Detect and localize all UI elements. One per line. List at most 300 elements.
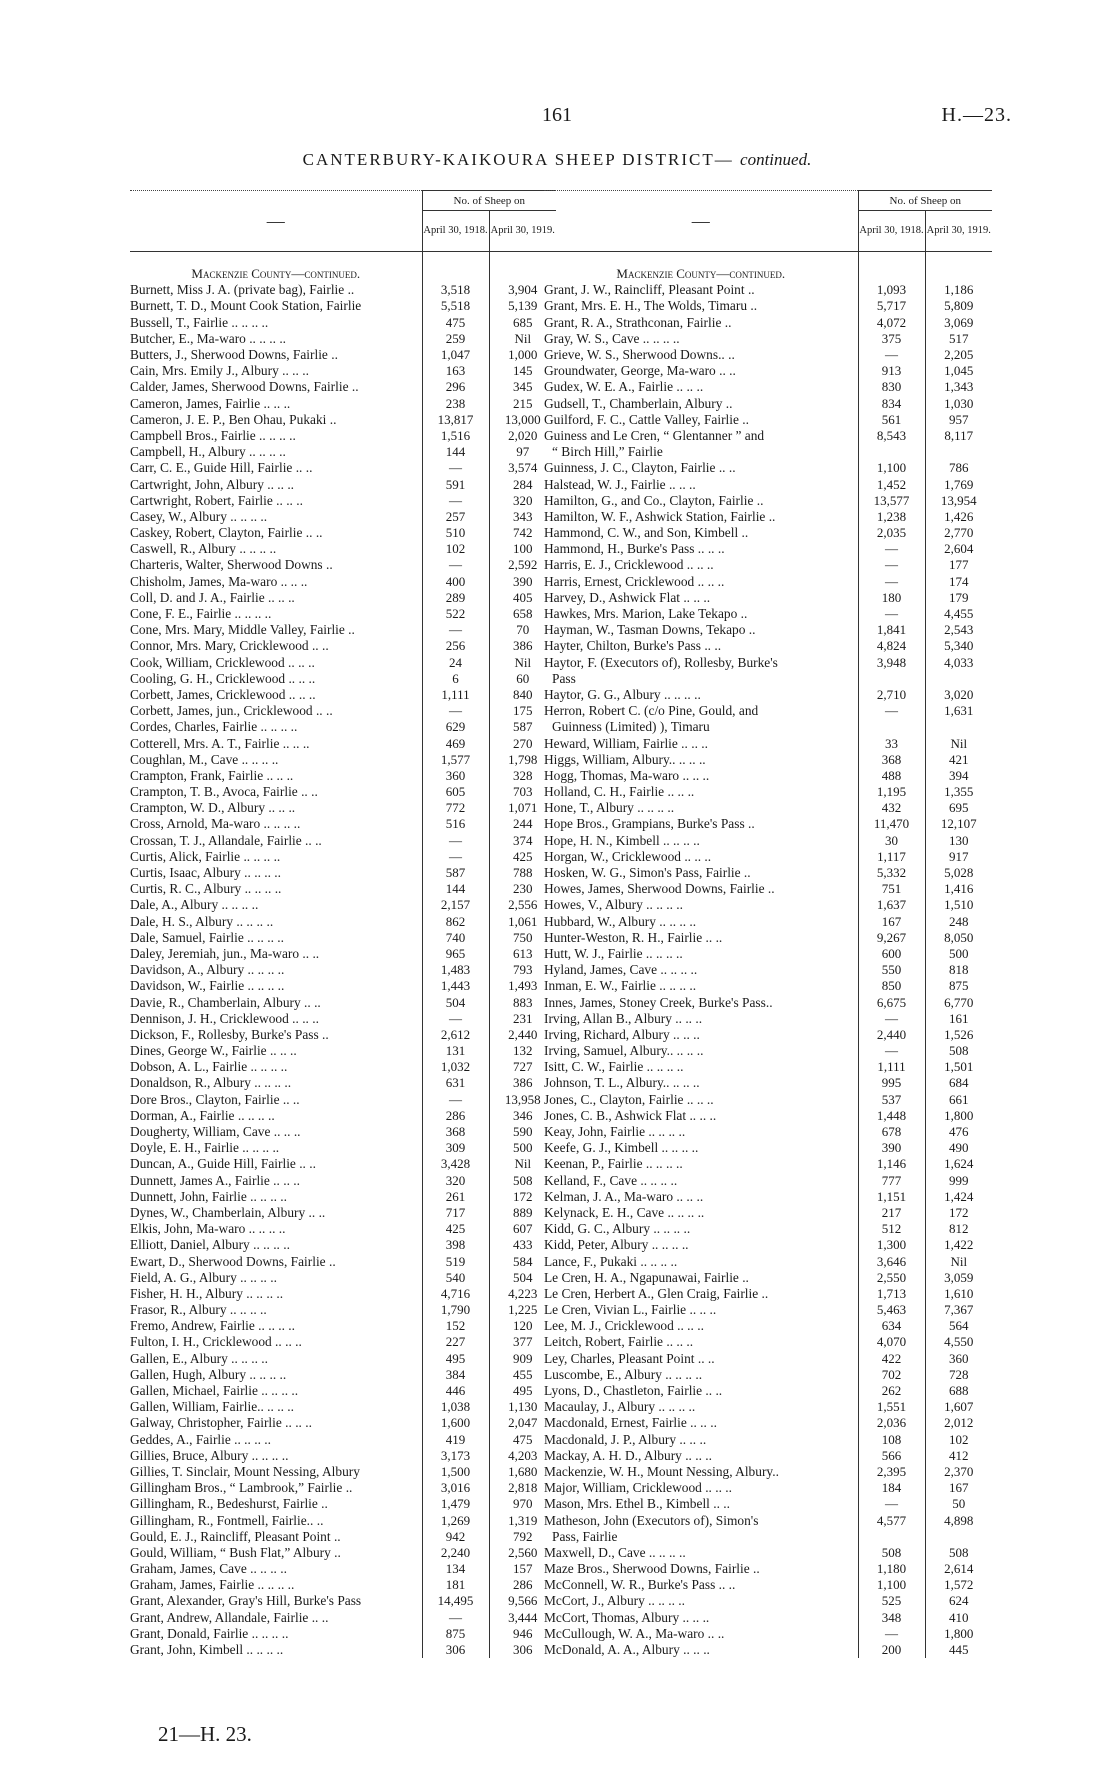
- table-row: [544, 476, 992, 492]
- owner-name: Crampton, T. B., Avoca, Fairlie .. ..: [130, 784, 318, 800]
- sheep-1919: 60: [489, 671, 556, 687]
- table-row: [544, 1189, 992, 1205]
- sheep-1918: 102: [422, 541, 489, 557]
- sheep-1919: 1,510: [925, 897, 992, 913]
- table-row: [544, 1512, 992, 1528]
- sheep-1919: Nil: [489, 1156, 556, 1172]
- sheep-1919: 1,610: [925, 1286, 992, 1302]
- sheep-1918: 3,173: [422, 1448, 489, 1464]
- sheep-1918: 400: [422, 574, 489, 590]
- table-row: [130, 800, 556, 816]
- sheep-1918: 1,100: [858, 460, 925, 476]
- sheep-1918: 1,238: [858, 509, 925, 525]
- page-reference: H.—23.: [941, 104, 1012, 126]
- sheep-1919: 685: [489, 315, 556, 331]
- owner-name: Burnett, Miss J. A. (private bag), Fairlie ..: [130, 282, 355, 298]
- sheep-1919: 215: [489, 396, 556, 412]
- sheep-1919: 840: [489, 687, 556, 703]
- sheep-1919: 3,574: [489, 460, 556, 476]
- sheep-1918: —: [422, 1092, 489, 1108]
- sheep-1919: 750: [489, 930, 556, 946]
- table-row: [544, 1173, 992, 1189]
- sheep-1918: —: [858, 1496, 925, 1512]
- sheep-1918: 600: [858, 946, 925, 962]
- sheep-1918: 9,267: [858, 930, 925, 946]
- owner-name: Ley, Charles, Pleasant Point .. ..: [544, 1350, 715, 1366]
- owner-name: Curtis, Alick, Fairlie .. .. .. ..: [130, 848, 281, 864]
- table-row: [130, 1642, 556, 1658]
- table-row: [130, 1432, 556, 1448]
- table-row: [544, 460, 992, 476]
- sheep-1918: 286: [422, 1108, 489, 1124]
- owner-name: Caskey, Robert, Clayton, Fairlie .. ..: [130, 525, 323, 541]
- sheep-1919: 508: [489, 1173, 556, 1189]
- sheep-1919: 172: [489, 1189, 556, 1205]
- owner-name: Groundwater, George, Ma-waro .. ..: [544, 363, 736, 379]
- sheep-1918: 14,495: [422, 1593, 489, 1609]
- owner-name: Gillingham, R., Fontmell, Fairlie.. ..: [130, 1512, 324, 1528]
- sheep-1918: 144: [422, 881, 489, 897]
- sheep-1918: 3,646: [858, 1253, 925, 1269]
- sheep-1918: 3,016: [422, 1480, 489, 1496]
- april-1919-header: April 30, 1919.: [925, 211, 992, 252]
- sheep-1919: 161: [925, 1011, 992, 1027]
- table-row: [544, 1642, 992, 1658]
- sheep-1919: 13,954: [925, 493, 992, 509]
- sheep-1918: 3,518: [422, 282, 489, 298]
- owner-name: Hope Bros., Grampians, Burke's Pass ..: [544, 816, 755, 832]
- owner-name: Cooling, G. H., Cricklewood .. .. ..: [130, 670, 316, 686]
- sheep-1919: 661: [925, 1092, 992, 1108]
- table-row: [544, 331, 992, 347]
- owner-name: Maze Bros., Sherwood Downs, Fairlie ..: [544, 1561, 760, 1577]
- owner-name: Hyland, James, Cave .. .. .. ..: [544, 962, 698, 978]
- sheep-1918: 8,543: [858, 428, 925, 444]
- sheep-1918: 446: [422, 1383, 489, 1399]
- table-row: [130, 1205, 556, 1221]
- sheep-1919: 231: [489, 1011, 556, 1027]
- sheep-1919: Nil: [489, 331, 556, 347]
- owner-name: “ Birch Hill,” Fairlie: [552, 444, 663, 460]
- sheep-1918: 1,111: [858, 1059, 925, 1075]
- owner-name: Harris, E. J., Cricklewood .. .. ..: [544, 557, 714, 573]
- sheep-1919: 2,543: [925, 622, 992, 638]
- sheep-1919: 172: [925, 1205, 992, 1221]
- sheep-1918: —: [422, 493, 489, 509]
- sheep-1919: 1,130: [489, 1399, 556, 1415]
- sheep-1918: 425: [422, 1221, 489, 1237]
- sheep-1918: 1,483: [422, 962, 489, 978]
- sheep-1918: 777: [858, 1173, 925, 1189]
- owner-name: Dale, Samuel, Fairlie .. .. .. ..: [130, 929, 284, 945]
- sheep-1919: 179: [925, 590, 992, 606]
- sheep-1918: 3,428: [422, 1156, 489, 1172]
- sheep-1919: 244: [489, 816, 556, 832]
- owner-name: Hubbard, W., Albury .. .. .. ..: [544, 913, 697, 929]
- sheep-1919: 684: [925, 1075, 992, 1091]
- owner-name: Daley, Jeremiah, jun., Ma-waro .. ..: [130, 945, 320, 961]
- owner-name: McCort, J., Albury .. .. .. ..: [544, 1593, 685, 1609]
- table-row: [130, 1480, 556, 1496]
- sheep-1918: 550: [858, 962, 925, 978]
- sheep-1918: 368: [858, 752, 925, 768]
- table-row: [544, 671, 992, 687]
- sheep-1918: 398: [422, 1237, 489, 1253]
- sheep-1918: 306: [422, 1642, 489, 1658]
- table-row: [544, 590, 992, 606]
- table-row: [130, 606, 556, 622]
- sheep-1919: 130: [925, 833, 992, 849]
- sheep-1918: 525: [858, 1593, 925, 1609]
- table-row: [130, 978, 556, 994]
- sheep-1918: 184: [858, 1480, 925, 1496]
- owner-name: Hogg, Thomas, Ma-waro .. .. ..: [544, 767, 710, 783]
- sheep-1918: 368: [422, 1124, 489, 1140]
- owner-name: Dunnett, James A., Fairlie .. .. ..: [130, 1172, 300, 1188]
- sheep-1918: 591: [422, 476, 489, 492]
- owner-name: Dale, H. S., Albury .. .. .. ..: [130, 913, 274, 929]
- sheep-1919: 2,614: [925, 1561, 992, 1577]
- table-row: [544, 574, 992, 590]
- sheep-1918: 384: [422, 1367, 489, 1383]
- table-row: [544, 396, 992, 412]
- owner-name: Fulton, I. H., Cricklewood .. .. ..: [130, 1334, 302, 1350]
- sheep-1919: 1,426: [925, 509, 992, 525]
- sheep-1919: 174: [925, 574, 992, 590]
- sheep-1919: 2,560: [489, 1545, 556, 1561]
- right-table-body: [544, 252, 992, 1659]
- table-row: [130, 1448, 556, 1464]
- sheep-1918: 537: [858, 1092, 925, 1108]
- sheep-1918: 678: [858, 1124, 925, 1140]
- sheep-1918: 772: [422, 800, 489, 816]
- sheep-1919: 889: [489, 1205, 556, 1221]
- sheep-1919: 5,809: [925, 298, 992, 314]
- table-row: [544, 752, 992, 768]
- sheep-1919: 284: [489, 476, 556, 492]
- table-row: [130, 946, 556, 962]
- owner-name: Matheson, John (Executors of), Simon's: [544, 1512, 759, 1528]
- sheep-1918: 512: [858, 1221, 925, 1237]
- table-row: [544, 914, 992, 930]
- table-row: [130, 541, 556, 557]
- table-row: [130, 1529, 556, 1545]
- footer-signature: 21—H. 23.: [158, 1722, 252, 1746]
- sheep-1919: 999: [925, 1173, 992, 1189]
- owner-name: Irving, Allan B., Albury .. .. ..: [544, 1010, 703, 1026]
- owner-name: Grant, R. A., Strathconan, Fairlie ..: [544, 314, 732, 330]
- sheep-1919: 405: [489, 590, 556, 606]
- sheep-1919: 504: [489, 1270, 556, 1286]
- sheep-1919: 2,818: [489, 1480, 556, 1496]
- owner-name: Galway, Christopher, Fairlie .. .. ..: [130, 1415, 312, 1431]
- table-row: [130, 590, 556, 606]
- sheep-1919: 410: [925, 1610, 992, 1626]
- sheep-1919: 508: [925, 1043, 992, 1059]
- sheep-1918: 1,151: [858, 1189, 925, 1205]
- owner-name: Casey, W., Albury .. .. .. ..: [130, 508, 268, 524]
- sheep-1918: 238: [422, 396, 489, 412]
- table-row: [544, 1626, 992, 1642]
- sheep-1919: Nil: [925, 1253, 992, 1269]
- sheep-1918: 4,070: [858, 1334, 925, 1350]
- table-row: [130, 962, 556, 978]
- owner-name: McCullough, W. A., Ma-waro .. ..: [544, 1625, 725, 1641]
- sheep-1918: 1,180: [858, 1561, 925, 1577]
- sheep-1918: 830: [858, 379, 925, 395]
- table-row: [544, 946, 992, 962]
- sheep-1919: 1,416: [925, 881, 992, 897]
- owner-name: Macdonald, J. P., Albury .. .. ..: [544, 1431, 707, 1447]
- table-row: [544, 1367, 992, 1383]
- owner-name: Lance, F., Pukaki .. .. .. ..: [544, 1253, 678, 1269]
- table-row: [544, 1496, 992, 1512]
- owner-name: Caswell, R., Albury .. .. .. ..: [130, 541, 277, 557]
- sheep-1919: 4,033: [925, 655, 992, 671]
- table-row: [544, 1221, 992, 1237]
- sheep-1919: 613: [489, 946, 556, 962]
- table-row: [544, 1075, 992, 1091]
- sheep-1918: 309: [422, 1140, 489, 1156]
- owner-name: Frasor, R., Albury .. .. .. ..: [130, 1302, 267, 1318]
- owner-name: Herron, Robert C. (c/o Pine, Gould, and: [544, 703, 759, 719]
- sheep-1918: 30: [858, 833, 925, 849]
- owner-name: Gallen, William, Fairlie.. .. .. ..: [130, 1399, 294, 1415]
- owner-name: Hawkes, Mrs. Marion, Lake Tekapo ..: [544, 606, 748, 622]
- sheep-1919: 8,050: [925, 930, 992, 946]
- sheep-1919: 475: [489, 1432, 556, 1448]
- owner-name: Irving, Richard, Albury .. .. ..: [544, 1026, 700, 1042]
- table-row: [544, 1237, 992, 1253]
- sheep-1918: 913: [858, 363, 925, 379]
- sheep-1918: —: [858, 1626, 925, 1642]
- sheep-1919: 5,340: [925, 638, 992, 654]
- sheep-1918: 540: [422, 1270, 489, 1286]
- owner-name: Campbell, H., Albury .. .. .. ..: [130, 444, 286, 460]
- owner-name: Guilford, F. C., Cattle Valley, Fairlie ..: [544, 411, 749, 427]
- table-row: [130, 428, 556, 444]
- table-row: [130, 849, 556, 865]
- sheep-1919: 1,422: [925, 1237, 992, 1253]
- sheep-1918: —: [858, 1011, 925, 1027]
- table-row: [544, 347, 992, 363]
- owner-name: Innes, James, Stoney Creek, Burke's Pass..: [544, 994, 773, 1010]
- table-row: [130, 1092, 556, 1108]
- sheep-1919: 2,370: [925, 1464, 992, 1480]
- sheep-1919: 607: [489, 1221, 556, 1237]
- table-row: [130, 1464, 556, 1480]
- sheep-1918: 419: [422, 1432, 489, 1448]
- sheep-1919: 377: [489, 1334, 556, 1350]
- sheep-1919: 97: [489, 444, 556, 460]
- sheep-1918: 2,440: [858, 1027, 925, 1043]
- sheep-1919: 2,020: [489, 428, 556, 444]
- table-row: [130, 1334, 556, 1350]
- owner-name: Gallen, Michael, Fairlie .. .. .. ..: [130, 1383, 299, 1399]
- sheep-1919: 2,047: [489, 1415, 556, 1431]
- table-row: [130, 1577, 556, 1593]
- sheep-1919: 167: [925, 1480, 992, 1496]
- table-row: [544, 1561, 992, 1577]
- sheep-1919: Nil: [925, 735, 992, 751]
- owner-name: Davidson, A., Albury .. .. .. ..: [130, 962, 285, 978]
- sheep-1918: 1,637: [858, 897, 925, 913]
- sheep-1918: 834: [858, 396, 925, 412]
- owner-name: Mason, Mrs. Ethel B., Kimbell .. ..: [544, 1496, 730, 1512]
- sheep-1918: 13,817: [422, 412, 489, 428]
- sheep-1919: 476: [925, 1124, 992, 1140]
- table-row: [544, 1464, 992, 1480]
- owner-name: Duncan, A., Guide Hill, Fairlie .. ..: [130, 1156, 316, 1172]
- owner-name: Gillies, T. Sinclair, Mount Nessing, Albury: [130, 1463, 360, 1479]
- owner-name: Heward, William, Fairlie .. .. ..: [544, 735, 708, 751]
- owner-name: Dynes, W., Chamberlain, Albury .. ..: [130, 1204, 326, 1220]
- left-table-body: [130, 252, 556, 1659]
- table-row: [130, 509, 556, 525]
- sheep-1918: 561: [858, 412, 925, 428]
- sheep-1918: 605: [422, 784, 489, 800]
- table-row: [544, 379, 992, 395]
- owner-name: Kelynack, E. H., Cave .. .. .. ..: [544, 1204, 705, 1220]
- table-row: [130, 444, 556, 460]
- table-row: [544, 1286, 992, 1302]
- sheep-1918: 850: [858, 978, 925, 994]
- sheep-1919: 3,059: [925, 1270, 992, 1286]
- table-row: [544, 1302, 992, 1318]
- owner-name: Dobson, A. L., Fairlie .. .. .. ..: [130, 1059, 288, 1075]
- owner-name: Haytor, G. G., Albury .. .. .. ..: [544, 686, 701, 702]
- table-row: [544, 881, 992, 897]
- sheep-1919: 433: [489, 1237, 556, 1253]
- sheep-1919: 4,898: [925, 1512, 992, 1528]
- sheep-1919: 374: [489, 833, 556, 849]
- right-column: [544, 190, 992, 1658]
- owner-name: Crampton, W. D., Albury .. .. ..: [130, 800, 296, 816]
- table-row: [130, 1237, 556, 1253]
- sheep-1919: 455: [489, 1367, 556, 1383]
- owner-name: Dore Bros., Clayton, Fairlie .. ..: [130, 1091, 300, 1107]
- owner-name: Fremo, Andrew, Fairlie .. .. .. ..: [130, 1318, 296, 1334]
- table-row: [130, 638, 556, 654]
- sheep-1918: 522: [422, 606, 489, 622]
- sheep-1918: 631: [422, 1075, 489, 1091]
- sheep-1918: 566: [858, 1448, 925, 1464]
- sheep-1919: 4,203: [489, 1448, 556, 1464]
- sheep-1918: 3,948: [858, 655, 925, 671]
- sheep-1918: 1,100: [858, 1577, 925, 1593]
- sheep-1918: 422: [858, 1351, 925, 1367]
- table-row: [130, 525, 556, 541]
- table-row: [130, 493, 556, 509]
- left-column: [130, 190, 556, 1658]
- owner-name: Corbett, James, jun., Cricklewood .. ..: [130, 703, 333, 719]
- table-row: [130, 574, 556, 590]
- sheep-1919: 1,186: [925, 282, 992, 298]
- sheep-1918: —: [422, 833, 489, 849]
- owner-name: Hammond, H., Burke's Pass .. .. ..: [544, 541, 725, 557]
- owner-name: Gray, W. S., Cave .. .. .. ..: [544, 330, 680, 346]
- sheep-1918: 4,072: [858, 315, 925, 331]
- sheep-1919: 390: [489, 574, 556, 590]
- table-row: [130, 331, 556, 347]
- sheep-1918: —: [858, 557, 925, 573]
- table-row: [130, 1383, 556, 1399]
- owner-name: Horgan, W., Cricklewood .. .. ..: [544, 848, 712, 864]
- sheep-1919: 587: [489, 719, 556, 735]
- owner-name: Doyle, E. H., Fairlie .. .. .. ..: [130, 1140, 280, 1156]
- sheep-1919: 360: [925, 1351, 992, 1367]
- sheep-1918: [858, 444, 925, 460]
- sheep-1918: 475: [422, 315, 489, 331]
- sheep-1919: 1,030: [925, 396, 992, 412]
- owner-name: Coll, D. and J. A., Fairlie .. .. ..: [130, 589, 295, 605]
- owner-name: Gould, E. J., Raincliff, Pleasant Point ..: [130, 1528, 341, 1544]
- sheep-1919: 1,800: [925, 1626, 992, 1642]
- sheep-1918: 965: [422, 946, 489, 962]
- owner-name: Hutt, W. J., Fairlie .. .. .. ..: [544, 945, 683, 961]
- table-row: [130, 816, 556, 832]
- table-row: [544, 703, 992, 719]
- owner-name: Cook, William, Cricklewood .. .. ..: [130, 654, 315, 670]
- sheep-1919: 175: [489, 703, 556, 719]
- table-row: [130, 1189, 556, 1205]
- owner-name: Major, William, Cricklewood .. .. ..: [544, 1480, 732, 1496]
- owner-name: Graham, James, Fairlie .. .. .. ..: [130, 1577, 295, 1593]
- owner-name: Hayter, Chilton, Burke's Pass .. ..: [544, 638, 722, 654]
- sheep-1918: 180: [858, 590, 925, 606]
- sheep-1919: 688: [925, 1383, 992, 1399]
- sheep-1919: 5,028: [925, 865, 992, 881]
- table-row: [544, 412, 992, 428]
- table-row: [130, 784, 556, 800]
- table-row: [544, 1124, 992, 1140]
- owner-name: Holland, C. H., Fairlie .. .. ..: [544, 784, 695, 800]
- owner-name: Cain, Mrs. Emily J., Albury .. .. ..: [130, 363, 309, 379]
- table-row: [544, 1415, 992, 1431]
- sheep-1919: 1,680: [489, 1464, 556, 1480]
- sheep-1919: 12,107: [925, 816, 992, 832]
- owner-name: Kelman, J. A., Ma-waro .. .. ..: [544, 1188, 704, 1204]
- sheep-1918: —: [422, 460, 489, 476]
- table-row: [544, 784, 992, 800]
- table-row: [544, 298, 992, 314]
- owner-name: Cameron, James, Fairlie .. .. ..: [130, 395, 291, 411]
- sheep-1918: 495: [422, 1351, 489, 1367]
- table-row: [130, 1156, 556, 1172]
- sheep-1919: 500: [489, 1140, 556, 1156]
- sheep-1919: 1,769: [925, 476, 992, 492]
- table-row: [544, 865, 992, 881]
- sheep-1918: 320: [422, 1173, 489, 1189]
- sheep-1918: 751: [858, 881, 925, 897]
- table-row: [544, 930, 992, 946]
- table-row: [544, 1140, 992, 1156]
- sheep-1918: 2,157: [422, 897, 489, 913]
- sheep-1918: 13,577: [858, 493, 925, 509]
- sheep-1918: —: [422, 557, 489, 573]
- sheep-1918: 995: [858, 1075, 925, 1091]
- owner-name: Gallen, E., Albury .. .. .. ..: [130, 1350, 268, 1366]
- sheep-1919: Nil: [489, 655, 556, 671]
- sheep-1918: —: [858, 347, 925, 363]
- april-1919-header: April 30, 1919.: [489, 211, 556, 252]
- sheep-1918: 1,300: [858, 1237, 925, 1253]
- table-row: [130, 719, 556, 735]
- table-row: [544, 363, 992, 379]
- owner-name: Keay, John, Fairlie .. .. .. ..: [544, 1124, 686, 1140]
- sheep-1918: 33: [858, 735, 925, 751]
- owner-name: Crampton, Frank, Fairlie .. .. ..: [130, 767, 294, 783]
